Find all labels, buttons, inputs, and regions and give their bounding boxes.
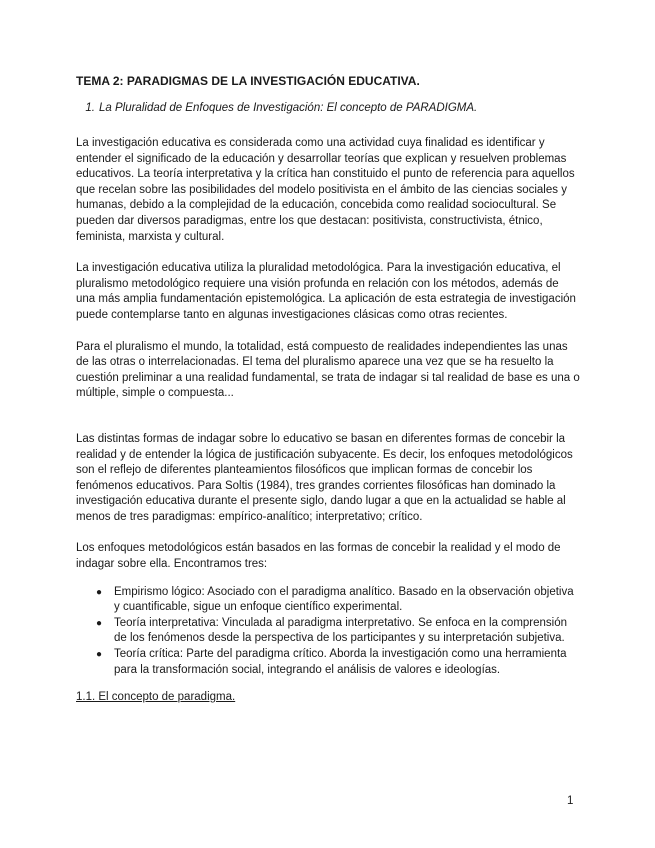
document-title: TEMA 2: PARADIGMAS DE LA INVESTIGACIÓN EDUCATIVA.: [76, 74, 420, 88]
paragraph: Para el pluralismo el mundo, la totalidad, está compuesto de realidades independientes las unas de las otras o interrelacionadas. El tema del pluralismo aparece una vez que se ha resuelto la cuestión preliminar a una realidad fundamental, se trata de indagar si tal realidad de base es una o múltiple, simple o compuesta...: [76, 340, 580, 400]
page-number: 1: [567, 795, 574, 807]
list-item-text: Teoría interpretativa: Vinculada al paradigma interpretativo. Se enfoca en la comprensión de los fenómenos desde la perspectiva de los participantes y su interpretación subjetiva.: [114, 616, 568, 645]
paragraph: La investigación educativa utiliza la pluralidad metodológica. Para la investigación educativa, el pluralismo metodológico requiere una visión profunda en relación con los métodos, además de una más amplia fundamentación epistemológica. La aplicación de esta estrategia de investigación puede contemplarse tanto en algunas investigaciones clásicas como otras recientes.: [76, 262, 576, 321]
bullet-icon: ●: [96, 617, 103, 629]
paragraph: Las distintas formas de indagar sobre lo educativo se basan en diferentes formas de concebir la realidad y de entender la lógica de justificación subyacente. Es decir, los enfoques metodológicos son el reflejo de diferentes planteamientos filosóficos que implican formas de concebir los fenómenos educativos. Para Soltis (1984), tres grandes corrientes filosóficas han dominado la investigación educativa durante el presente siglo, dando lugar a que en la actualidad se hable al menos de tres paradigmas: empírico-analítico; interpretativo; crítico.: [76, 432, 573, 523]
section-title: La Pluralidad de Enfoques de Investigación: El concepto de PARADIGMA.: [99, 102, 478, 114]
list-item: [76, 616, 581, 647]
list-item-text: Empirismo lógico: Asociado con el paradigma analítico. Basado en la observación objetiva y cuantificable, sigue un enfoque científico experimental.: [114, 585, 574, 614]
subsection-heading[interactable]: 1.1. El concepto de paradigma.: [76, 691, 236, 704]
list-item: [76, 647, 581, 678]
bullet-icon: ●: [96, 649, 103, 661]
document-page: [76, 73, 581, 705]
bullet-list: [76, 585, 581, 679]
bullet-icon: ●: [96, 586, 103, 598]
section-heading: [76, 101, 581, 116]
paragraph: La investigación educativa es considerada como una actividad cuya finalidad es identificar y entender el significado de la educación y desarrollar teorías que explican y resuelven problemas educativos. La teoría interpretativa y la crítica han constituido el punto de referencia para aquellos que recelan sobre las posibilidades del modelo positivista en el ámbito de las ciencias sociales y humanas, debido a la complejidad de la educación, concebida como realidad sociocultural. Se pueden dar diversos paradigmas, entre los que destacan: positivista, constructivista, étnico, feminista, marxista y cultural.: [76, 137, 575, 243]
section-number: 1.: [85, 102, 95, 114]
list-item: [76, 585, 581, 616]
paragraph: Los enfoques metodológicos están basados en las formas de concebir la realidad y el modo de indagar sobre ella. Encontramos tres:: [76, 542, 561, 571]
list-item-text: Teoría crítica: Parte del paradigma crítico. Aborda la investigación como una herramienta para la transformación social, integrando el análisis de valores e ideologías.: [114, 648, 567, 676]
